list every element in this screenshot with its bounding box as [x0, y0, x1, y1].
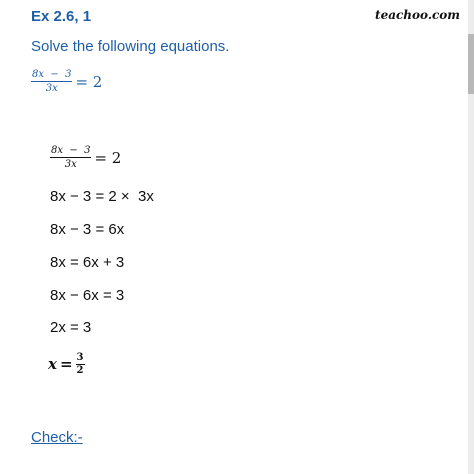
- solution-rhs: = 2: [94, 148, 122, 167]
- answer-fraction: [76, 352, 85, 376]
- answer-denominator: 2: [76, 365, 84, 376]
- solution-step-1: 8x − 3 = 2 × 3x: [50, 188, 154, 205]
- question-text: Solve the following equations.: [31, 38, 230, 55]
- solution-step-5: 2x = 3: [50, 319, 92, 336]
- brand-logo: teachoo.com: [375, 8, 460, 22]
- solution-step-3: 8x = 6x + 3: [50, 254, 125, 271]
- question-denominator: 3x: [45, 83, 58, 94]
- final-answer: [48, 352, 85, 376]
- solution-equation: [50, 145, 121, 170]
- scrollbar-thumb[interactable]: [468, 34, 474, 94]
- check-heading: Check:-: [31, 429, 83, 446]
- answer-variable: x: [48, 355, 57, 373]
- solution-numerator: 8x − 3: [51, 145, 91, 156]
- solution-denominator: 3x: [64, 159, 77, 170]
- solution-step-4: 8x − 6x = 3: [50, 287, 125, 304]
- question-numerator: 8x − 3: [32, 69, 72, 80]
- answer-numerator: 3: [76, 352, 84, 363]
- solution-fraction: [50, 145, 91, 170]
- answer-equals: =: [59, 355, 73, 373]
- question-rhs: = 2: [75, 72, 103, 91]
- solution-step-2: 8x − 3 = 6x: [50, 221, 125, 238]
- exercise-title: Ex 2.6, 1: [31, 8, 92, 25]
- question-fraction: [31, 69, 72, 94]
- question-equation: [31, 69, 102, 94]
